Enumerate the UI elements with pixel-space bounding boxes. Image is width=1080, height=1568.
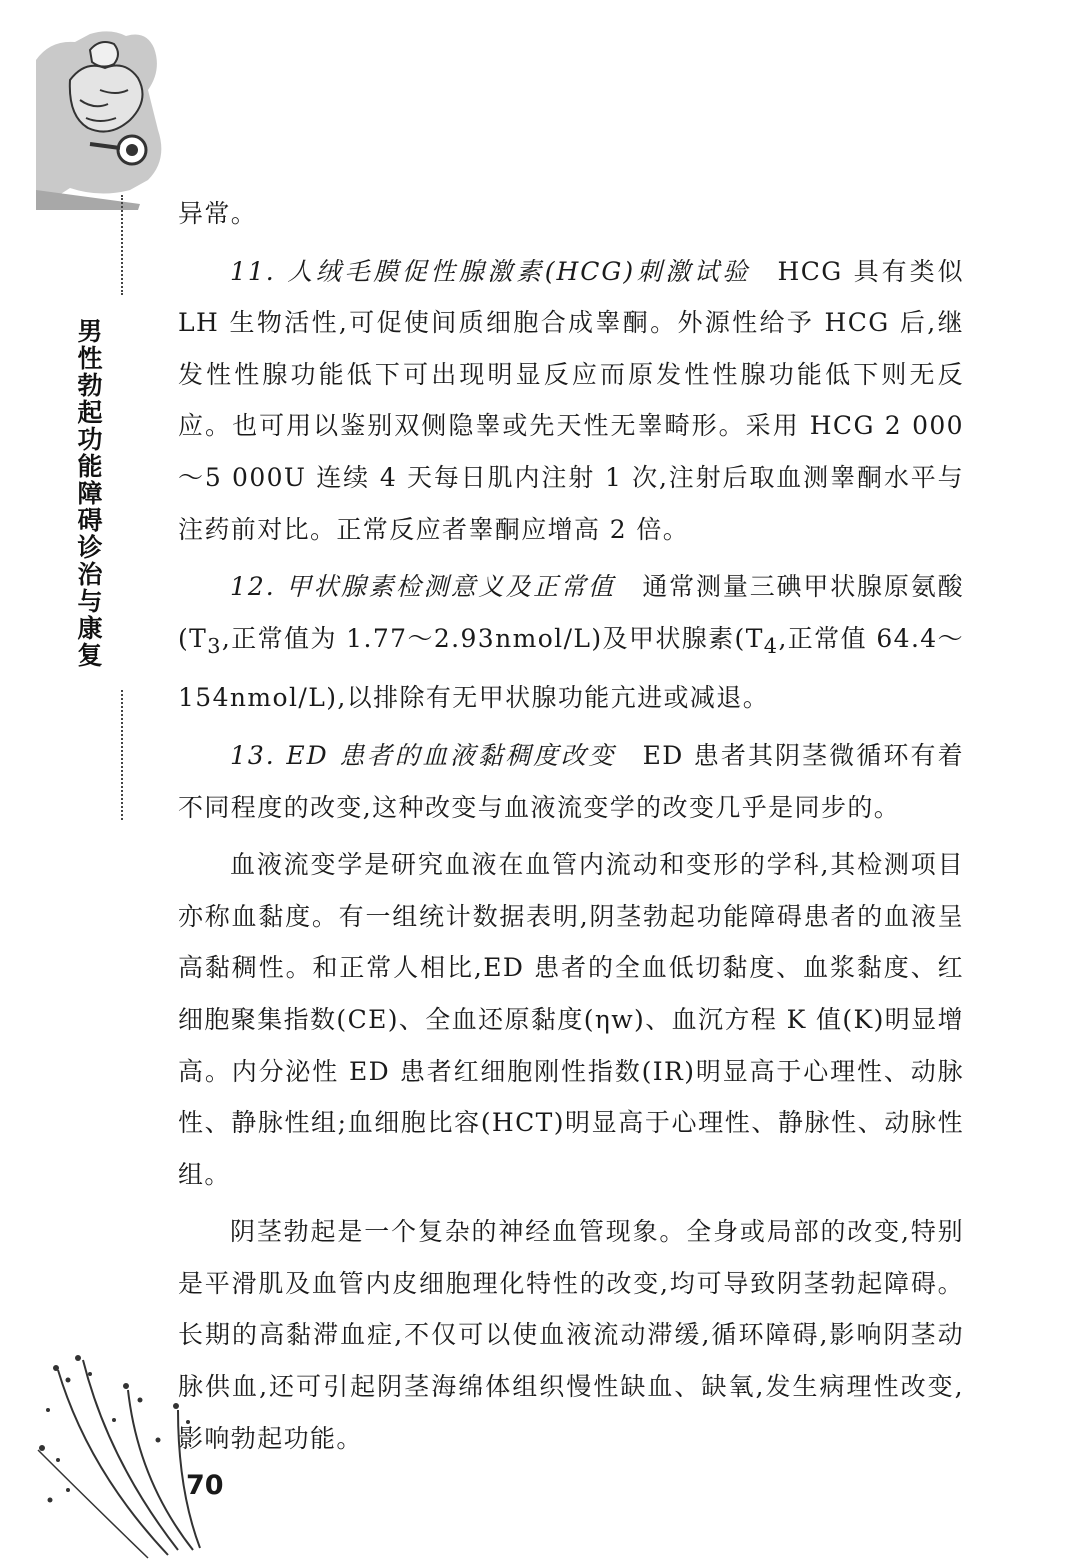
paragraph: 血液流变学是研究血液在血管内流动和变形的学科,其检测项目亦称血黏度。有一组统计数据表明,阴茎勃起功能障碍患者的血液呈高黏稠性。和正常人相比,ED 患者的全血低切黏度、血浆黏度、红细胞聚集指数(CE)、全血还原黏度(ηw)、血沉方程 K 值(K)明显增高。内分泌性 ED 患者红细胞刚性指数(IR)明显高于心理性、动脉性、静脉性组;血细胞比容(HCT)明显高于心理性、静脉性、动脉性组。 xyxy=(178,850,964,1189)
section-text: ,正常值 64.4～154nmol/L),以排除有无甲状腺功能亢进或减退。 xyxy=(178,623,964,713)
section-text: HCG 具有类似 LH 生物活性,可促使间质细胞合成睾酮。外源性给予 HCG 后,继发性性腺功能低下可出现明显反应而原发性性腺功能低下则无反应。也可用以鉴别双侧隐睾或先天性无睾畸形。采用 HCG 2 000～5 000U 连续 4 天每日肌内注射 1 次,注射后取血测睾酮水平与注药前对比。正常反应者睾酮应增高 2 倍。 xyxy=(178,256,964,544)
section-text: 通常测量三碘甲状腺原氨酸(T xyxy=(178,572,964,653)
section-text: ED 患者其阴茎微循环有着不同程度的改变,这种改变与血液流变学的改变几乎是同步的。 xyxy=(178,740,964,822)
section-heading: 12. 甲状腺素检测意义及正常值 xyxy=(230,572,616,602)
bodybuilder-emblem-icon xyxy=(30,20,170,210)
section-heading: 13. ED 患者的血液黏稠度改变 xyxy=(230,740,617,770)
running-side-title: 男性勃起功能障碍诊治与康复 xyxy=(74,318,103,669)
subscript: 3 xyxy=(207,633,222,658)
subscript: 4 xyxy=(763,633,779,658)
paragraph xyxy=(178,561,964,724)
grass-decoration-icon xyxy=(28,1350,218,1560)
margin-divider xyxy=(121,690,123,820)
section-text: ,正常值为 1.77～2.93nmol/L)及甲状腺素(T xyxy=(221,623,764,653)
section-heading: 11. 人绒毛膜促性腺激素(HCG)刺激试验 xyxy=(230,256,752,286)
page-number: 70 xyxy=(186,1470,224,1501)
paragraph: 异常。 xyxy=(178,199,258,228)
margin-divider xyxy=(121,195,123,295)
body-text xyxy=(178,188,964,1464)
paragraph xyxy=(178,730,964,833)
paragraph: 阴茎勃起是一个复杂的神经血管现象。全身或局部的改变,特别是平滑肌及血管内皮细胞理化特性的改变,均可导致阴茎勃起障碍。长期的高黏滞血症,不仅可以使血液流动滞缓,循环障碍,影响阴茎动脉供血,还可引起阴茎海绵体组织慢性缺血、缺氧,发生病理性改变,影响勃起功能。 xyxy=(178,1217,964,1453)
paragraph xyxy=(178,246,964,556)
